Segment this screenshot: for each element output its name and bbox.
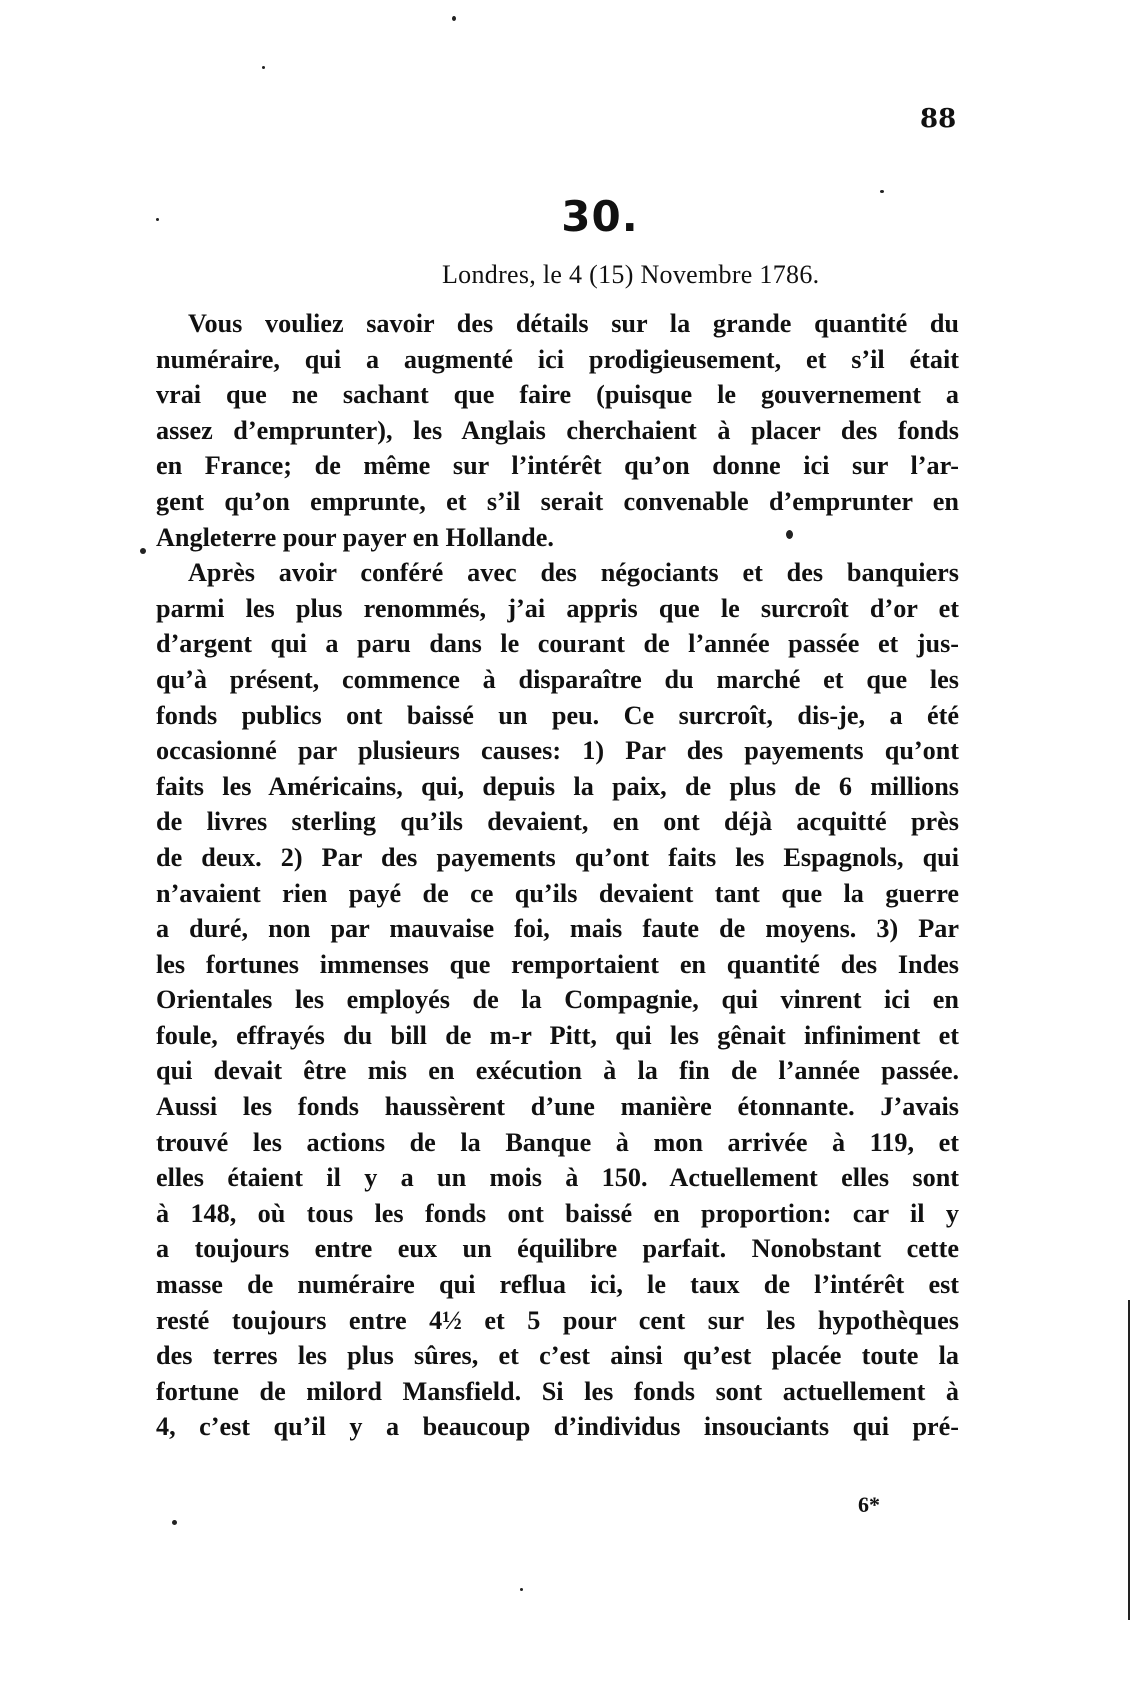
- scan-speck: [786, 530, 793, 539]
- text-line: les fortunes immenses que remportaient en quantité des Indes: [156, 949, 959, 979]
- text-line: parmi les plus renommés, j’ai appris que le surcroît d’or et: [156, 593, 959, 623]
- text-line: 4, c’est qu’il y a beaucoup d’individus insouciants qui pré-: [156, 1412, 959, 1442]
- text-line: a duré, non par mauvaise foi, mais faute de moyens. 3) Par: [156, 914, 959, 944]
- text-line: occasionné par plusieurs causes: 1) Par des payements qu’ont: [156, 736, 959, 766]
- text-line: des terres les plus sûres, et c’est ainsi qu’est placée toute la: [156, 1341, 959, 1371]
- text-line: Vous vouliez savoir des détails sur la grande quantité du: [188, 309, 959, 338]
- text-line: elles étaient il y a un mois à 150. Actuellement elles sont: [156, 1163, 959, 1193]
- scan-speck: [880, 190, 884, 193]
- page-number: 88: [920, 104, 957, 134]
- text-line: a toujours entre eux un équilibre parfait. Nonobstant cette: [156, 1234, 959, 1264]
- letter-body: [156, 306, 959, 1445]
- text-line: assez d’emprunter), les Anglais cherchaient à placer des fonds: [156, 415, 959, 445]
- letter-number-heading: 30.: [561, 192, 639, 241]
- text-line: trouvé les actions de la Banque à mon arrivée à 119, et: [156, 1127, 959, 1157]
- text-line: foule, effrayés du bill de m-r Pitt, qui les gênait infiniment et: [156, 1020, 959, 1050]
- scan-speck: [140, 548, 146, 554]
- text-line: fortune de milord Mansfield. Si les fonds sont actuellement à: [156, 1376, 959, 1406]
- text-line: de deux. 2) Par des payements qu’ont faits les Espagnols, qui: [156, 842, 959, 872]
- text-line: vrai que ne sachant que faire (puisque le gouvernement a: [156, 380, 959, 410]
- text-line: à 148, où tous les fonds ont baissé en proportion: car il y: [156, 1198, 959, 1228]
- text-line: numéraire, qui a augmenté ici prodigieusement, et s’il était: [156, 344, 959, 374]
- letter-dateline: Londres, le 4 (15) Novembre 1786.: [442, 260, 820, 289]
- scan-speck: [172, 1520, 177, 1525]
- scan-edge-line: [1128, 1300, 1130, 1620]
- text-line: Orientales les employés de la Compagnie, qui vinrent ici en: [156, 985, 959, 1015]
- scan-speck: [520, 1588, 523, 1591]
- scan-speck: [452, 16, 456, 21]
- text-line: masse de numéraire qui reflua ici, le taux de l’intérêt est: [156, 1270, 959, 1300]
- text-line: gent qu’on emprunte, et s’il serait convenable d’emprunter en: [156, 486, 959, 516]
- text-line: fonds publics ont baissé un peu. Ce surcroît, dis-je, a été: [156, 700, 959, 730]
- text-line: d’argent qui a paru dans le courant de l’année passée et jus-: [156, 629, 959, 659]
- text-line: n’avaient rien payé de ce qu’ils devaient tant que la guerre: [156, 878, 959, 908]
- text-line: en France; de même sur l’intérêt qu’on donne ici sur l’ar-: [156, 451, 959, 481]
- signature-mark: 6*: [858, 1492, 880, 1517]
- text-line: de livres sterling qu’ils devaient, en ont déjà acquitté près: [156, 807, 959, 837]
- text-line: Aussi les fonds haussèrent d’une manière étonnante. J’avais: [156, 1092, 959, 1122]
- text-line: qui devait être mis en exécution à la fin de l’année passée.: [156, 1056, 959, 1086]
- text-line: Angleterre pour payer en Hollande.: [156, 522, 554, 552]
- text-line: resté toujours entre 4½ et 5 pour cent sur les hypothèques: [156, 1305, 959, 1335]
- scan-speck: [262, 66, 265, 69]
- text-line: faits les Américains, qui, depuis la paix, de plus de 6 millions: [156, 771, 959, 801]
- text-line: Après avoir conféré avec des négociants et des banquiers: [188, 558, 959, 588]
- text-line: qu’à présent, commence à disparaître du marché et que les: [156, 664, 959, 694]
- scan-speck: [156, 218, 159, 221]
